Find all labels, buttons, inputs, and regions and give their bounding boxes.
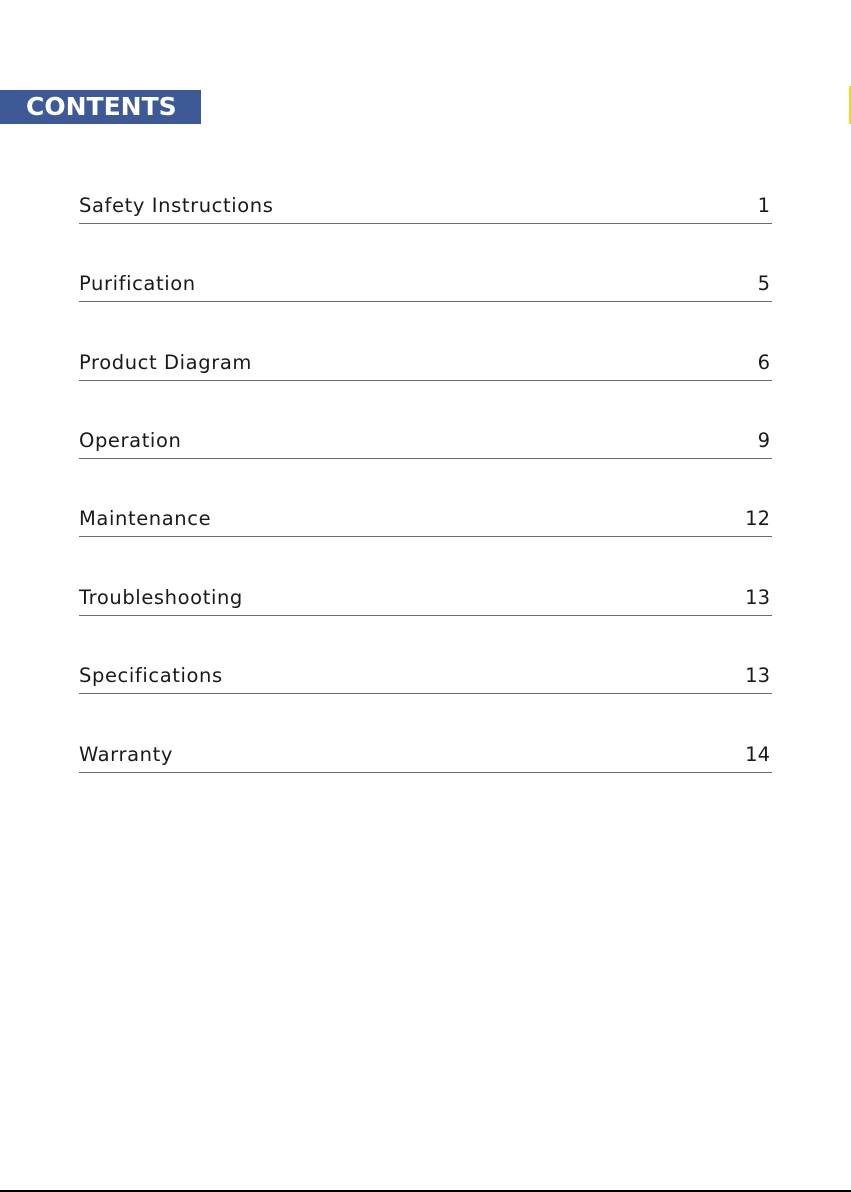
toc-entry-label: Safety Instructions (79, 194, 274, 217)
toc-entry-label: Operation (79, 429, 182, 452)
toc-entry-operation[interactable] (79, 428, 772, 459)
toc-entry-page-number: 9 (757, 429, 770, 452)
toc-entry-label: Specifications (79, 664, 223, 687)
toc-entry-troubleshooting[interactable] (79, 585, 772, 616)
toc-entry-product-diagram[interactable] (79, 350, 772, 381)
toc-entry-safety-instructions[interactable] (79, 193, 772, 224)
toc-entry-purification[interactable] (79, 271, 772, 302)
toc-entry-specifications[interactable] (79, 663, 772, 694)
toc-entry-label: Troubleshooting (79, 586, 243, 609)
toc-entry-page-number: 12 (745, 507, 770, 530)
contents-banner (0, 90, 201, 124)
toc-entry-page-number: 14 (745, 743, 770, 766)
toc-entry-label: Purification (79, 272, 196, 295)
toc-entry-warranty[interactable] (79, 742, 772, 773)
toc-entry-page-number: 1 (757, 194, 770, 217)
toc-entry-label: Maintenance (79, 507, 212, 530)
page-title: CONTENTS (26, 92, 177, 121)
toc-entry-page-number: 5 (757, 272, 770, 295)
toc-entry-page-number: 6 (757, 351, 770, 374)
toc-entry-label: Warranty (79, 743, 173, 766)
toc-entry-page-number: 13 (745, 664, 770, 687)
toc-entry-page-number: 13 (745, 586, 770, 609)
toc-entry-label: Product Diagram (79, 351, 252, 374)
toc-entry-maintenance[interactable] (79, 506, 772, 537)
